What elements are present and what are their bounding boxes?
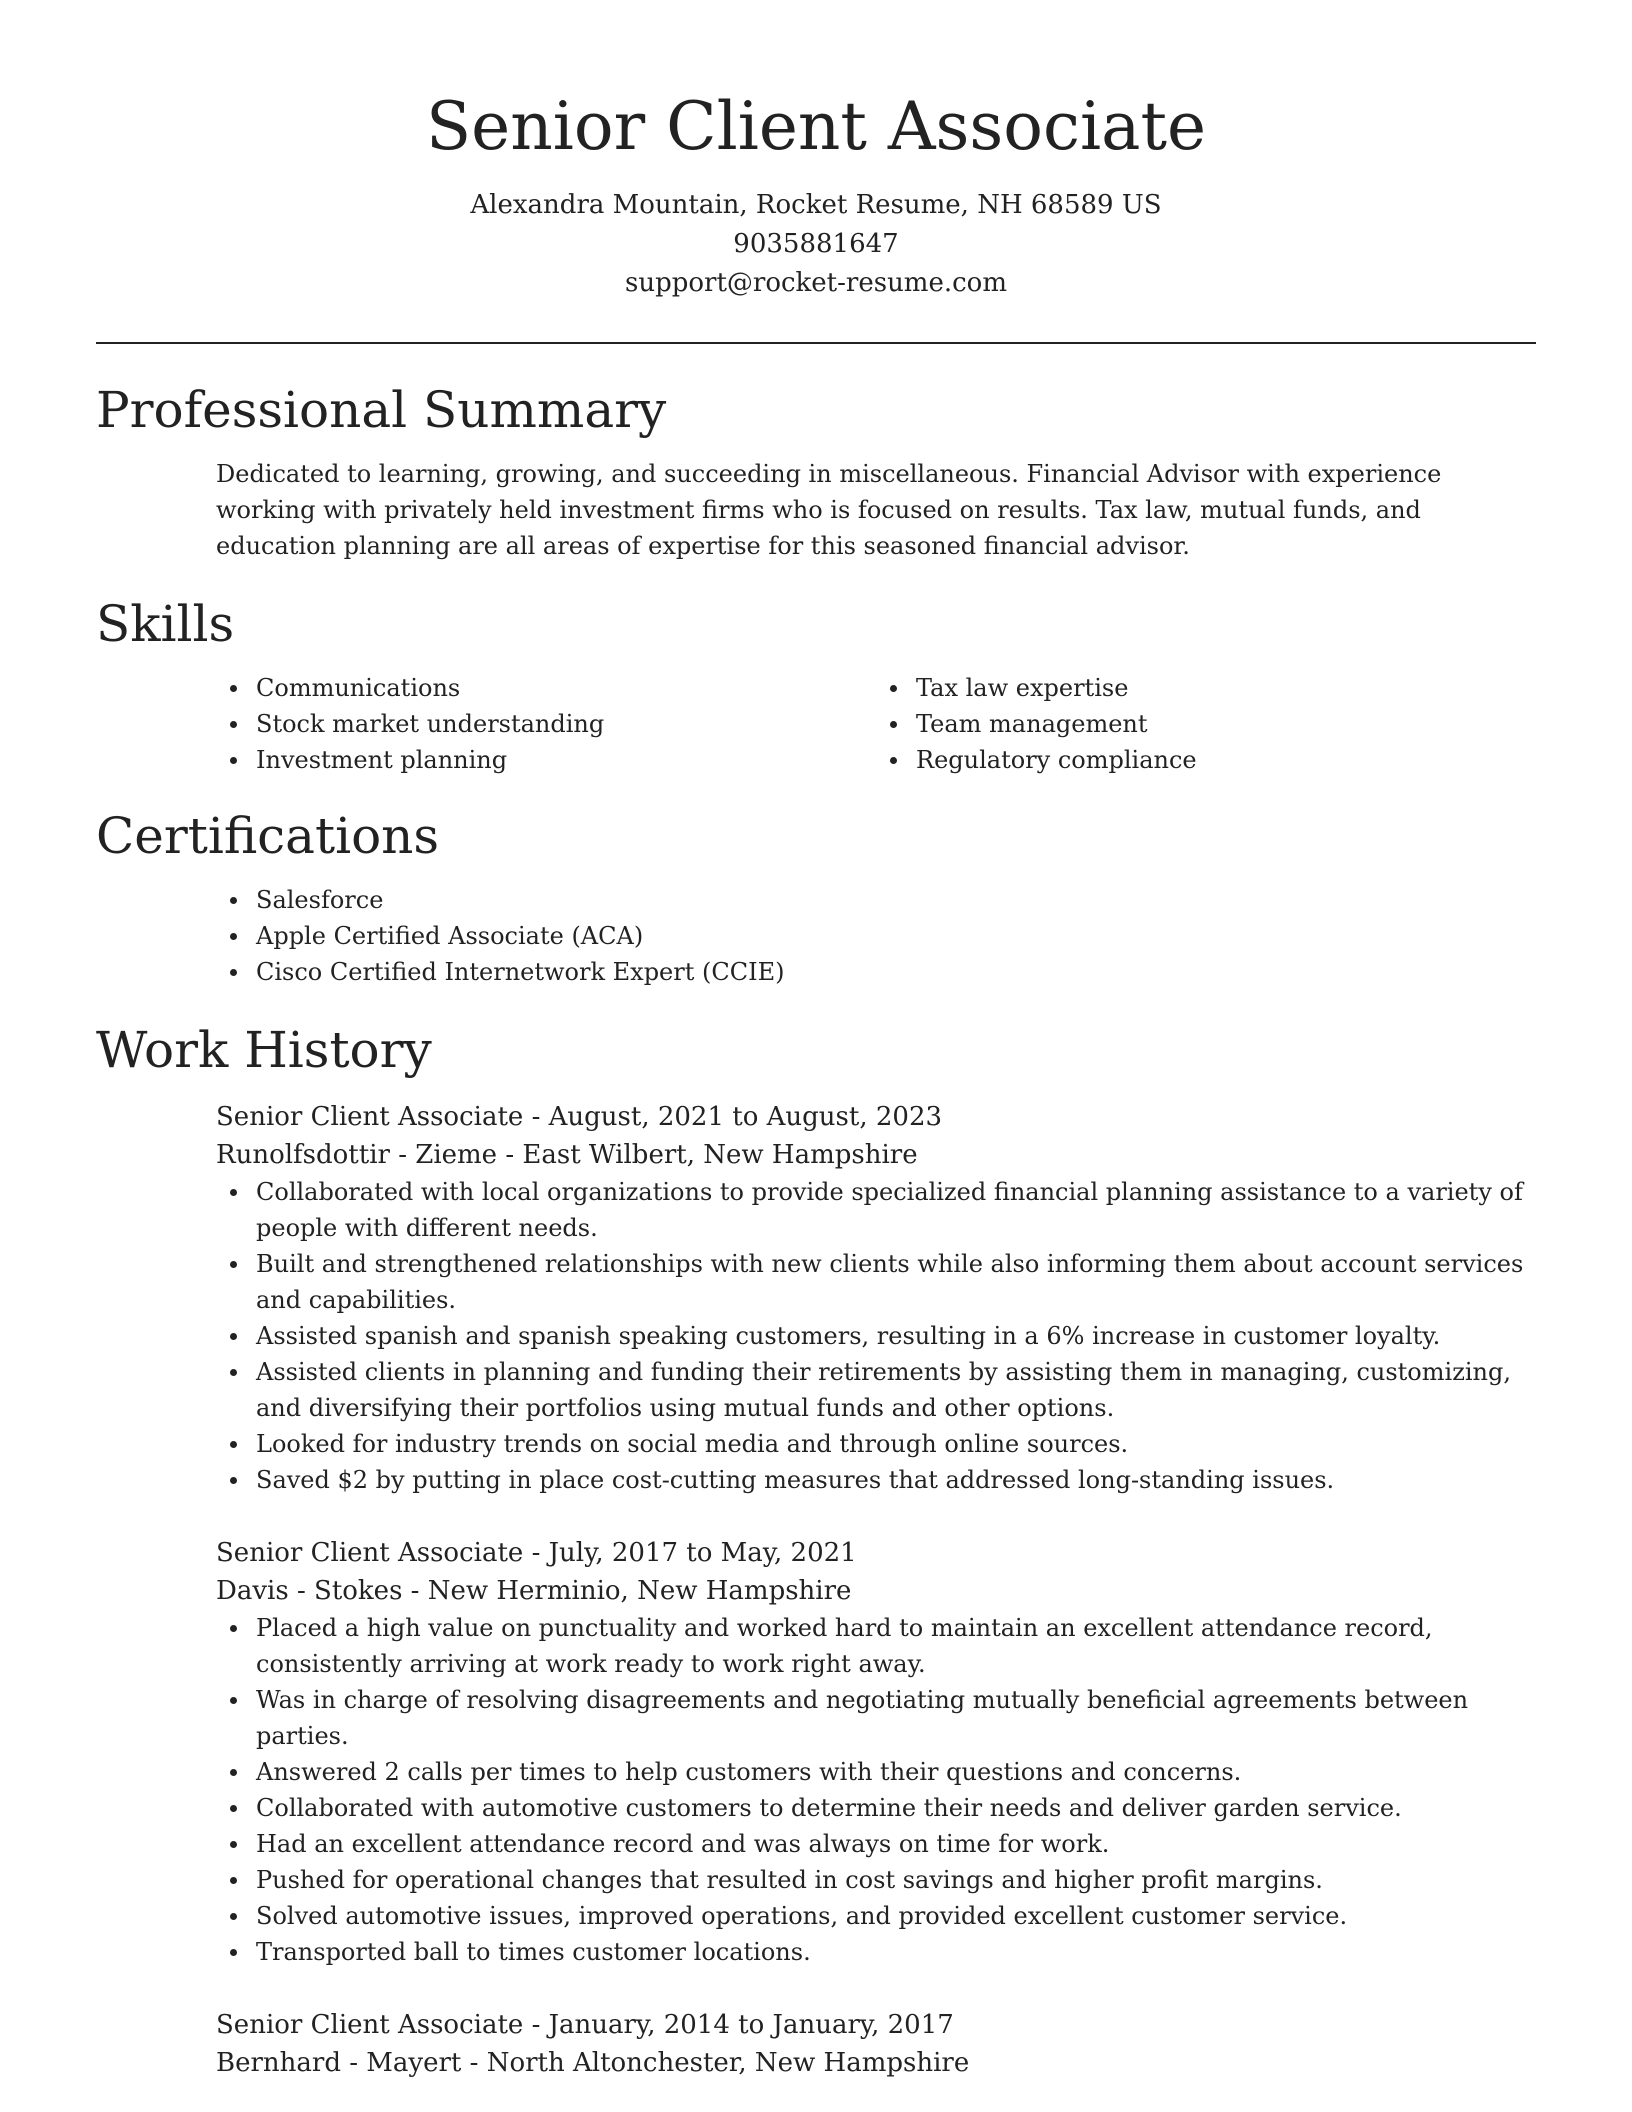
work-history-heading: Work History <box>96 1021 432 1079</box>
contact-phone: 9035881647 <box>733 229 899 259</box>
skills-right-column <box>876 670 1536 778</box>
resume-header <box>0 0 1632 303</box>
certification-item: Cisco Certified Internetwork Expert (CCIE) <box>256 954 1536 990</box>
job-bullet: Pushed for operational changes that resulted in cost savings and higher profit margins. <box>256 1862 1536 1898</box>
job-bullet: Answered 2 calls per times to help customers with their questions and concerns. <box>256 1754 1536 1790</box>
job-bullet: Looked for industry trends on social media and through online sources. <box>256 1426 1536 1462</box>
skill-item: Regulatory compliance <box>916 742 1536 778</box>
job-company-line: Bernhard - Mayert - North Altonchester, New Hampshire <box>216 2048 970 2078</box>
job-bullet: Solved automotive issues, improved operations, and provided excellent customer service. <box>256 1898 1536 1934</box>
job-bullet: Assisted spanish and spanish speaking customers, resulting in a 6% increase in customer loyalty. <box>256 1318 1536 1354</box>
job-company-line: Runolfsdottir - Zieme - East Wilbert, New Hampshire <box>216 1140 918 1170</box>
job-title-line: Senior Client Associate - August, 2021 to August, 2023 <box>216 1102 943 1132</box>
job-bullets <box>216 1174 1536 1498</box>
skill-item: Tax law expertise <box>916 670 1536 706</box>
contact-block <box>0 186 1632 303</box>
certification-item: Salesforce <box>256 882 1536 918</box>
resume-title: Senior Client Associate <box>425 88 1207 165</box>
contact-address: Alexandra Mountain, Rocket Resume, NH 68589 US <box>470 190 1162 220</box>
skills-section <box>96 592 1536 778</box>
work-history-section <box>96 1018 1536 2082</box>
job-bullet: Collaborated with local organizations to provide specialized financial planning assistance to a variety of people with different needs. <box>256 1174 1536 1246</box>
certifications-list <box>216 882 1536 990</box>
job-bullet: Assisted clients in planning and funding their retirements by assisting them in managing, customizing, and diversifying their portfolios using mutual funds and other options. <box>256 1354 1536 1426</box>
skill-item: Team management <box>916 706 1536 742</box>
summary-heading: Professional Summary <box>96 381 667 439</box>
skills-heading: Skills <box>96 595 235 653</box>
certifications-heading: Certifications <box>96 807 440 865</box>
job-bullet: Transported ball to times customer locations. <box>256 1934 1536 1970</box>
certification-item: Apple Certified Associate (ACA) <box>256 918 1536 954</box>
job-entry <box>216 1534 1536 1970</box>
job-company-line: Davis - Stokes - New Herminio, New Hampshire <box>216 1576 852 1606</box>
job-bullet: Collaborated with automotive customers to determine their needs and deliver garden service. <box>256 1790 1536 1826</box>
certifications-section <box>96 804 1536 990</box>
job-entry <box>216 2006 1536 2082</box>
skills-left-column <box>216 670 876 778</box>
job-bullet: Was in charge of resolving disagreements and negotiating mutually beneficial agreements between parties. <box>256 1682 1536 1754</box>
job-bullet: Saved $2 by putting in place cost-cutting measures that addressed long-standing issues. <box>256 1462 1536 1498</box>
header-divider <box>96 342 1536 344</box>
job-bullet: Had an excellent attendance record and was always on time for work. <box>256 1826 1536 1862</box>
certifications-list-wrap <box>216 882 1536 990</box>
job-title-line: Senior Client Associate - July, 2017 to May, 2021 <box>216 1538 857 1568</box>
summary-section <box>96 378 1536 564</box>
job-entry <box>216 1098 1536 1498</box>
skill-item: Communications <box>256 670 876 706</box>
job-bullet: Placed a high value on punctuality and worked hard to maintain an excellent attendance record, consistently arriving at work ready to work right away. <box>256 1610 1536 1682</box>
skill-item: Stock market understanding <box>256 706 876 742</box>
contact-email: support@rocket-resume.com <box>624 268 1007 298</box>
skills-grid <box>216 670 1536 778</box>
skill-item: Investment planning <box>256 742 876 778</box>
summary-text: Dedicated to learning, growing, and succeeding in miscellaneous. Financial Advisor with experience working with privately held investment firms who is focused on results. Tax law, mutual funds, and education planning are all areas of expertise for this seasoned financial advisor. <box>216 460 1442 560</box>
job-title-line: Senior Client Associate - January, 2014 to January, 2017 <box>216 2010 954 2040</box>
job-bullets <box>216 1610 1536 1970</box>
job-bullet: Built and strengthened relationships with new clients while also informing them about account services and capabilities. <box>256 1246 1536 1318</box>
